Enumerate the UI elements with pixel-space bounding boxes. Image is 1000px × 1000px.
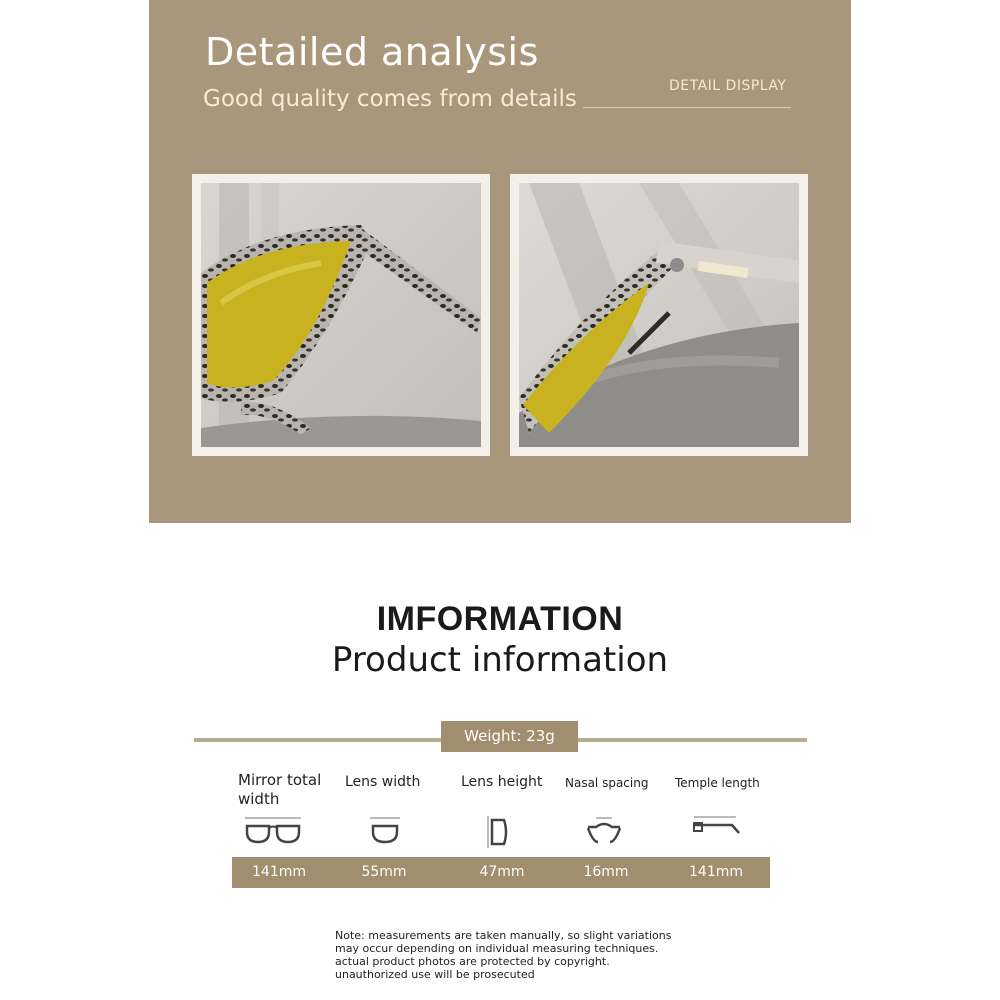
glasses-front-icon [243,814,303,848]
nose-bridge-icon [586,814,622,848]
note-line: may occur depending on individual measuring techniques. [335,942,659,955]
note-line: Note: measurements are taken manually, so slight variations [335,929,672,942]
note-line: actual product photos are protected by copyright. [335,955,610,968]
spec-value-temple-length: 141mm [689,864,743,880]
temple-arm-icon [692,814,742,844]
spec-label-nasal-spacing: Nasal spacing [565,776,649,790]
product-information-heading: Product information [331,640,669,680]
hero-subtitle: Good quality comes from details [203,86,577,112]
hero-title: Detailed analysis [205,30,539,74]
spec-value-total-width: 141mm [252,864,306,880]
photo-frame-closeup [192,174,490,456]
spec-value-lens-height: 47mm [479,864,525,880]
spec-label-temple-length: Temple length [675,776,760,790]
weight-badge: Weight: 23g [441,721,578,752]
spec-label-lens-height: Lens height [461,774,543,790]
information-heading: IMFORMATION [376,600,624,638]
lens-height-icon [485,814,511,850]
spec-label-lens-width: Lens width [345,774,421,790]
glasses-hinge-closeup-image [519,183,799,447]
photo-hinge-closeup [510,174,808,456]
note-line: unauthorized use will be prosecuted [335,968,535,981]
lens-width-icon [368,814,402,848]
spec-value-nasal-spacing: 16mm [583,864,629,880]
spec-label-total-width: Mirror total width [238,771,322,808]
glasses-frame-closeup-image [201,183,481,447]
measurement-note [335,929,735,981]
spec-value-lens-width: 55mm [361,864,407,880]
detail-divider [583,107,791,108]
spec-values-bar [232,857,770,888]
detail-hero-section [149,0,851,523]
detail-display-label: DETAIL DISPLAY [669,78,787,94]
